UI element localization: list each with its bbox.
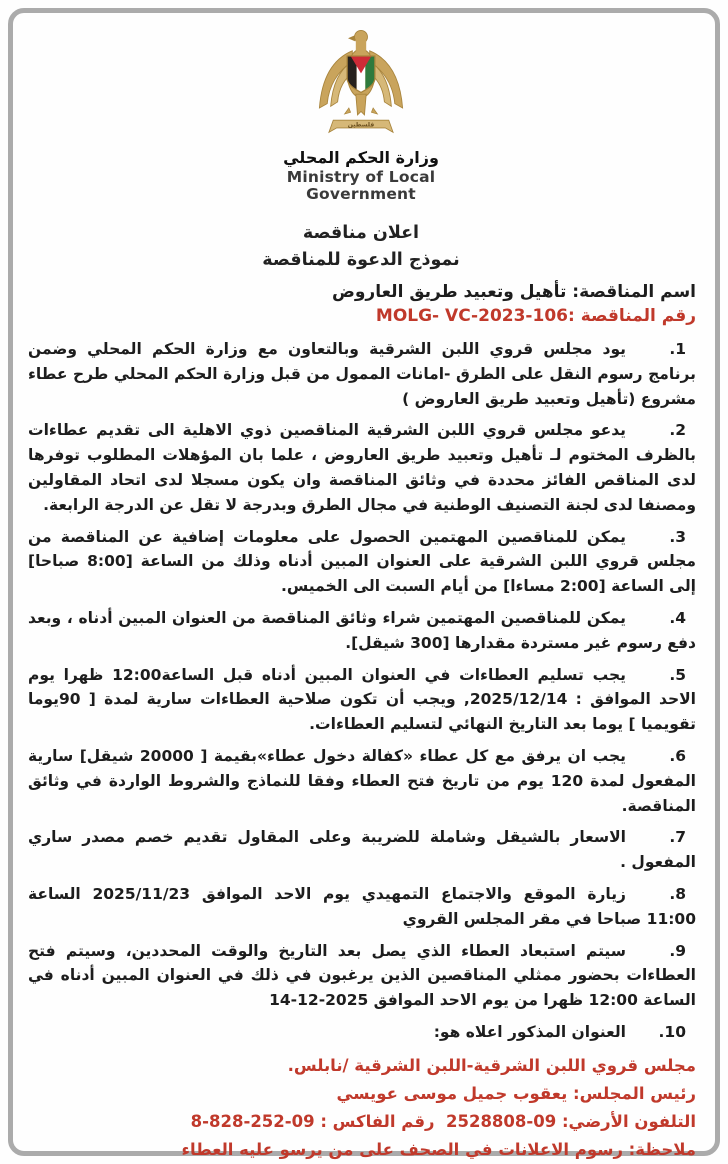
tender-item-4 (26, 606, 696, 656)
item-text: العنوان المذكور اعلاه هو: (433, 1022, 626, 1041)
publication-fees-note: ملاحظة: رسوم الاعلانات في الصحف على من يرسو عليه العطاء (181, 1139, 696, 1159)
phone-fax-numbers: التلفون الأرضي: 09-2528808 رقم الفاكس : 09-252-828-8 (190, 1111, 696, 1131)
tender-conditions-list (26, 337, 696, 1045)
item-number: 2. (669, 421, 686, 440)
tender-item-5 (26, 663, 696, 737)
item-number: 9. (669, 941, 686, 960)
tender-item-6 (26, 744, 696, 818)
ministry-name-english-line1: Ministry of Local (286, 168, 436, 186)
document-subtitle: نموذج الدعوة للمناقصة (262, 250, 460, 270)
item-text: يود مجلس قروي اللبن الشرقية وبالتعاون مع وزارة الحكم المحلي وضمن برنامج رسوم النقل على الطرق -امانات الممول من قبل وزارة الحكم المحلي طرح عطاء مشروع (تأهيل وتعبيد طريق العاروض ) (28, 340, 696, 408)
ministry-name-english-line2: Government (306, 185, 416, 203)
tender-item-2 (26, 418, 696, 517)
tender-item-7 (26, 825, 696, 875)
tender-item-8 (26, 882, 696, 932)
tender-name: اسم المناقصة: تأهيل وتعبيد طريق العاروض (331, 282, 696, 302)
item-text: يجب ان يرفق مع كل عطاء «كفالة دخول عطاء»بقيمة [ 20000 شيقل] سارية المفعول لمدة 120 يوم من تاريخ فتح العطاء وفقا للنماذج والشروط الواردة في وثائق المناقصة. (28, 746, 696, 815)
council-address: مجلس قروي اللبن الشرقية-اللبن الشرقية /نابلس. (287, 1055, 696, 1075)
item-number: 7. (669, 828, 686, 847)
tender-item-10 (26, 1020, 696, 1045)
tender-item-9 (26, 939, 696, 1013)
item-text: يجب تسليم العطاءات في العنوان المبين أدناه قبل الساعة12:00 ظهرا يوم الاحد الموافق : 2025/12/14, ويجب أن تكون صلاحية العطاءات سارية لمدة [ 90يوما تقويميا ] يوما بعد التاريخ النهائي لتسليم العطاءات. (28, 665, 696, 734)
tender-item-1 (26, 337, 696, 411)
item-text: الاسعار بالشيقل وشاملة للضريبة وعلى المقاول تقديم خصم مصدر ساري المفعول . (28, 828, 696, 872)
item-text: يدعو مجلس قروي اللبن الشرقية المناقصين ذوي الاهلية الى تقديم عطاءات بالظرف المختوم لـ تأهيل وتعبيد طريق العاروض ، علما بان المؤهلات المطلوب توفرها لدى المناقص الفائز محددة في وثائق المناقصة وان يكون مسجلا لدى اتحاد المقاولين ومصنفا لدى لجنة التصنيف الوطنية في مجال الطرق وبدرجة لا تقل عن الدرجة الرابعة. (28, 421, 696, 514)
item-number: 6. (669, 746, 686, 765)
item-number: 5. (669, 665, 686, 684)
item-text: يمكن للمناقصين المهتمين شراء وثائق المناقصة من العنوان المبين أدناه ، وبعد دفع رسوم غير مستردة مقدارها [300 شيقل]. (28, 608, 696, 652)
item-number: 10. (658, 1022, 686, 1041)
item-text: زيارة الموقع والاجتماع التمهيدي يوم الاحد الموافق 2025/11/23 الساعة 11:00 صباحا في مقر المجلس القروي (28, 884, 696, 928)
item-number: 1. (669, 340, 686, 358)
council-chairman: رئيس المجلس: يعقوب جميل موسى عويسي (336, 1083, 696, 1103)
tender-number: رقم المناقصة :MOLG- VC-2023-106 (375, 306, 696, 326)
svg-text:فلسطين: فلسطين (347, 121, 375, 129)
ministry-header (26, 24, 696, 203)
tender-item-3 (26, 525, 696, 599)
ministry-name-arabic: وزارة الحكم المحلي (283, 148, 439, 167)
item-text: يمكن للمناقصين المهتمين الحصول على معلومات إضافية عن المناقصة من مجلس قروي اللبن الشرقية على العنوان المبين أدناه وذلك من الساعة [8:00 صباحا] إلى الساعة [2:00 مساءا] من أيام السبت الى الخميس. (28, 527, 696, 596)
item-text: سيتم استبعاد العطاء الذي يصل بعد التاريخ والوقت المحددين، وسيتم فتح العطاءات بحضور ممثلي المناقصين الذين يرغبون في ذلك في العنوان المبين أدناه في الساعة 12:00 ظهرا من يوم الاحد الموافق 2025-12-14 (28, 941, 696, 1010)
item-number: 4. (669, 608, 686, 627)
document-title: اعلان مناقصة (302, 223, 420, 243)
item-number: 8. (669, 884, 686, 903)
contact-footer (26, 1052, 696, 1164)
item-number: 3. (669, 527, 686, 546)
ministry-name-english (26, 169, 696, 203)
palestinian-eagle-emblem-icon (309, 24, 413, 144)
